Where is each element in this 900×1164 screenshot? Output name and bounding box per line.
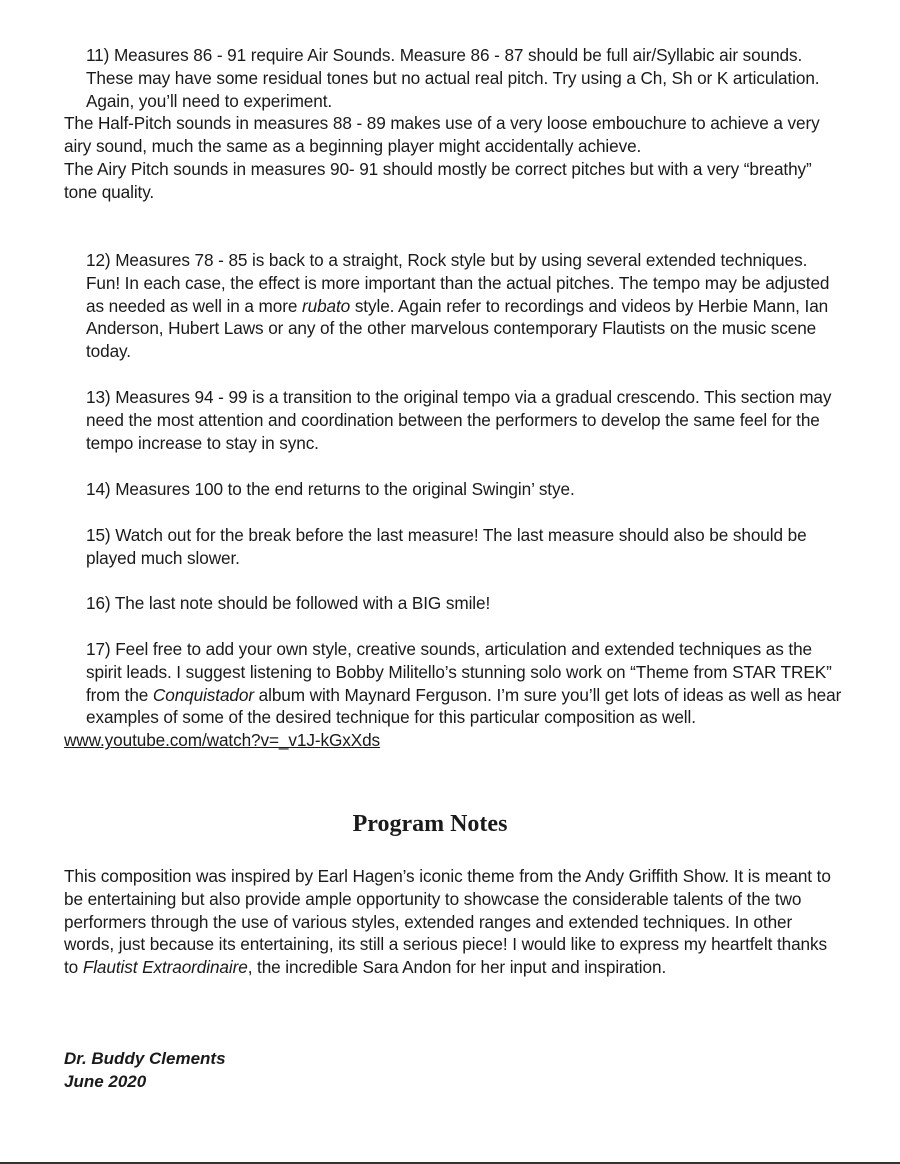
- note-13: [64, 386, 844, 454]
- note-17-italic: Conquistador: [152, 684, 254, 705]
- note-13-para: 13) Measures 94 - 99 is a transition to the original tempo via a gradual crescendo. This section may need the most attention and coordination between the performers to develop the same feel for the tempo increase to stay in sync.: [86, 387, 832, 453]
- program-notes-para: [64, 865, 844, 979]
- youtube-link[interactable]: www.youtube.com/watch?v=_v1J-kGxXds: [64, 730, 381, 751]
- note-11-para-2: The Half-Pitch sounds in measures 88 - 89 makes use of a very loose embouchure to achieve a very airy sound, much the same as a beginning player might accidentally achieve.: [64, 113, 820, 157]
- note-11: [64, 44, 844, 204]
- program-notes-title: Program Notes: [352, 811, 508, 837]
- signature-date: June 2020: [64, 1072, 147, 1091]
- note-15-para: 15) Watch out for the break before the last measure! The last measure should also be should be played much slower.: [86, 525, 807, 568]
- signature-name: Dr. Buddy Clements: [64, 1049, 226, 1068]
- note-12-para: [64, 249, 844, 363]
- signature: [64, 1047, 226, 1093]
- note-12: [64, 249, 844, 363]
- note-15: [64, 524, 844, 570]
- program-notes-text-b: , the incredible Sara Andon for her input and inspiration.: [247, 957, 667, 978]
- program-notes-text-a: This composition was inspired by Earl Hagen’s iconic theme from the Andy Griffith Show. It is meant to be entertaining but also provide ample opportunity to showcase the considerable talents of the two performers through the use of various styles, extended ranges and extended techniques. In other words, just because its entertaining, its still a serious piece! I would like to express my heartfelt thanks to: [64, 866, 831, 978]
- note-14-para: 14) Measures 100 to the end returns to the original Swingin’ stye.: [86, 479, 575, 499]
- note-17: [64, 638, 844, 752]
- note-14: [64, 478, 844, 501]
- note-11-para-3: The Airy Pitch sounds in measures 90- 91 should mostly be correct pitches but with a very “breathy” tone quality.: [64, 158, 812, 202]
- note-16-para: 16) The last note should be followed with a BIG smile!: [86, 593, 491, 613]
- note-12-text-b: style. Again refer to recordings and videos by Herbie Mann, Ian Anderson, Hubert Laws or any of the other marvelous contemporary Flautists on the music scene today.: [86, 295, 829, 362]
- note-12-italic: rubato: [302, 295, 351, 316]
- note-17-para: [64, 638, 844, 729]
- program-notes-italic: Flautist Extraordinaire: [82, 957, 248, 978]
- note-17-text-a: 17) Feel free to add your own style, creative sounds, articulation and extended techniques as the spirit leads. I suggest listening to Bobby Militello’s stunning solo work on “Theme from STAR TREK” from the: [86, 639, 832, 705]
- note-16: [64, 592, 844, 615]
- note-11-para-1: 11) Measures 86 - 91 require Air Sounds. Measure 86 - 87 should be full air/Syllabic air sounds. These may have some residual tones but no actual real pitch. Try using a Ch, Sh or K articulation. Again, you’ll need to experiment.: [86, 45, 820, 111]
- program-notes-body: [64, 865, 844, 979]
- note-17-text-b: album with Maynard Ferguson. I’m sure you’ll get lots of ideas as well as hear examples of some of the desired technique for this particular composition as well.: [86, 684, 842, 728]
- note-12-text-a: 12) Measures 78 - 85 is back to a straight, Rock style but by using several extended techniques. Fun! In each case, the effect is more important than the actual pitches. The tempo may be adjusted as needed as well in a more: [86, 250, 830, 316]
